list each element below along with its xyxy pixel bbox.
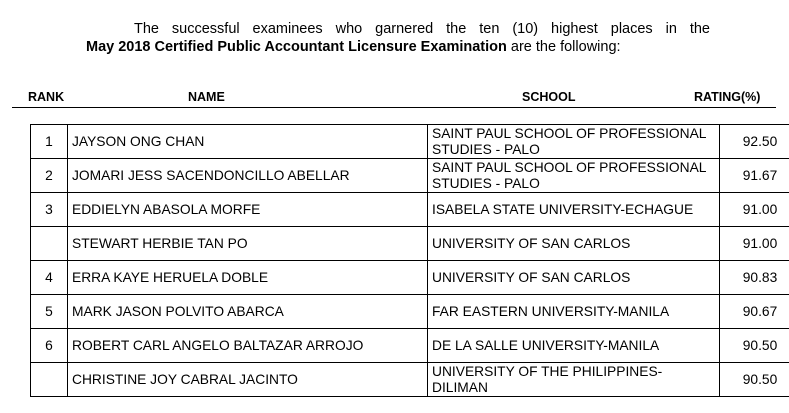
rank-cell: 4	[31, 261, 68, 295]
table-row	[31, 125, 789, 159]
rating-cell: 92.50	[720, 125, 789, 159]
table-row	[31, 227, 789, 261]
column-header-rank: RANK	[28, 90, 65, 104]
exam-name: May 2018 Certified Public Accountant Licensure Examination	[86, 39, 507, 55]
name-cell: MARK JASON POLVITO ABARCA	[68, 295, 428, 329]
table-row	[31, 363, 789, 397]
name-cell: JOMARI JESS SACENDONCILLO ABELLAR	[68, 159, 428, 193]
rank-cell	[31, 227, 68, 261]
rank-cell	[31, 363, 68, 397]
rating-cell: 91.00	[720, 227, 789, 261]
school-cell: UNIVERSITY OF SAN CARLOS	[428, 227, 720, 261]
rank-cell: 5	[31, 295, 68, 329]
table-row	[31, 193, 789, 227]
rating-cell: 90.50	[720, 329, 789, 363]
rating-cell: 90.67	[720, 295, 789, 329]
school-cell: DE LA SALLE UNIVERSITY-MANILA	[428, 329, 720, 363]
rating-cell: 91.67	[720, 159, 789, 193]
results-table	[30, 124, 789, 397]
column-header-school: SCHOOL	[522, 90, 576, 104]
school-cell: SAINT PAUL SCHOOL OF PROFESSIONAL STUDIES - PALO	[428, 159, 720, 193]
name-cell: STEWART HERBIE TAN PO	[68, 227, 428, 261]
table-row	[31, 329, 789, 363]
rank-cell: 3	[31, 193, 68, 227]
table-row	[31, 261, 789, 295]
school-cell: SAINT PAUL SCHOOL OF PROFESSIONAL STUDIES - PALO	[428, 125, 720, 159]
intro-line-2-suffix: are the following:	[506, 39, 621, 55]
school-cell: ISABELA STATE UNIVERSITY-ECHAGUE	[428, 193, 720, 227]
rank-cell: 6	[31, 329, 68, 363]
table-row	[31, 159, 789, 193]
school-cell: FAR EASTERN UNIVERSITY-MANILA	[428, 295, 720, 329]
school-cell: UNIVERSITY OF THE PHILIPPINES-DILIMAN	[428, 363, 720, 397]
table-row	[31, 295, 789, 329]
rank-cell: 1	[31, 125, 68, 159]
rating-cell: 90.50	[720, 363, 789, 397]
name-cell: ROBERT CARL ANGELO BALTAZAR ARROJO	[68, 329, 428, 363]
rating-cell: 90.83	[720, 261, 789, 295]
school-cell: UNIVERSITY OF SAN CARLOS	[428, 261, 720, 295]
intro-line-1: The successful examinees who garnered the ten (10) highest places in the	[134, 21, 710, 37]
name-cell: EDDIELYN ABASOLA MORFE	[68, 193, 428, 227]
name-cell: CHRISTINE JOY CABRAL JACINTO	[68, 363, 428, 397]
column-header-rating: RATING(%)	[694, 90, 761, 104]
rating-cell: 91.00	[720, 193, 789, 227]
header-divider	[12, 107, 776, 108]
name-cell: ERRA KAYE HERUELA DOBLE	[68, 261, 428, 295]
name-cell: JAYSON ONG CHAN	[68, 125, 428, 159]
rank-cell: 2	[31, 159, 68, 193]
intro-line-2	[86, 39, 621, 55]
column-header-name: NAME	[188, 90, 225, 104]
